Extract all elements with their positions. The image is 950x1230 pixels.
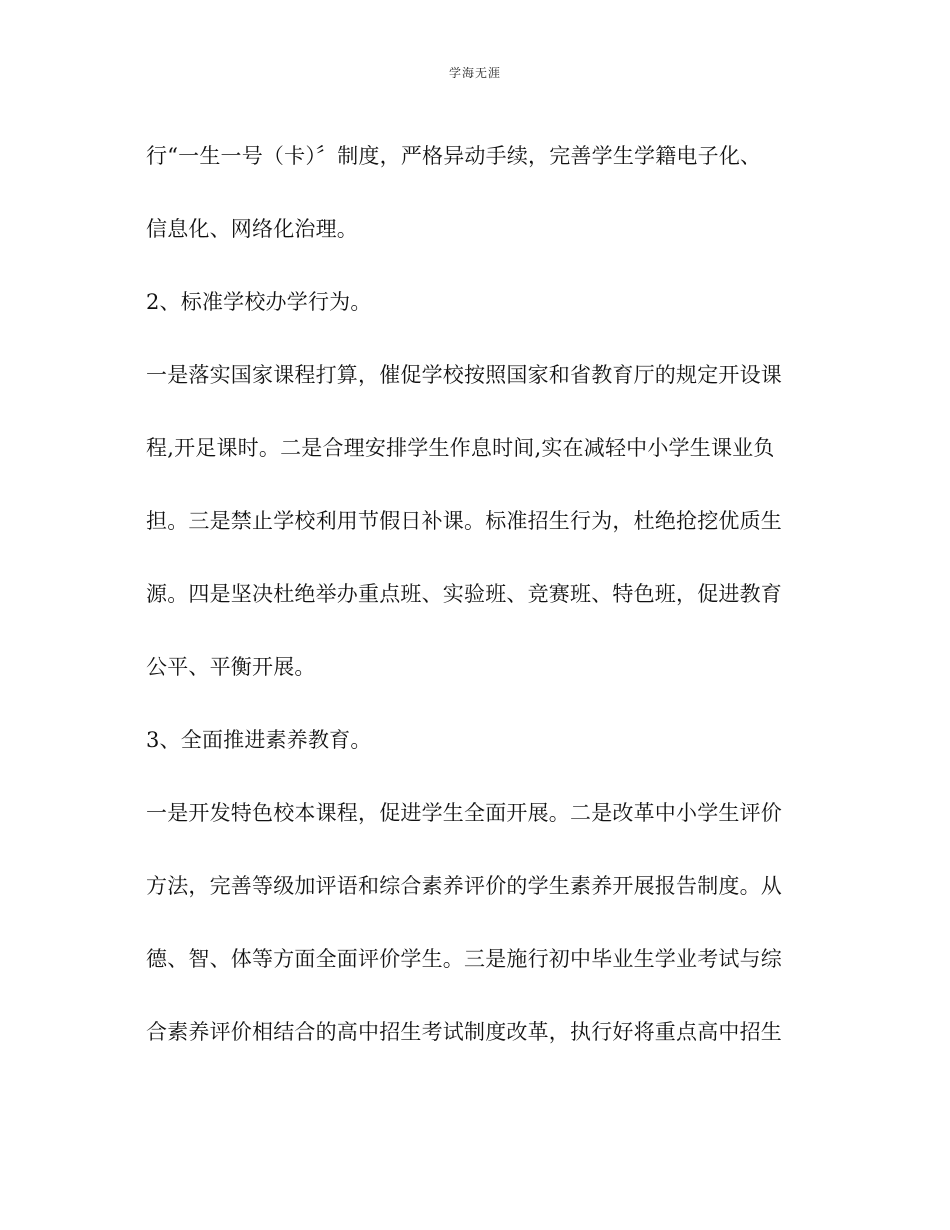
section-heading: 3、全面推进素养教育。 [146,728,372,752]
text-line: 源。四是坚决杜绝举办重点班、实验班、竞赛班、特色班，促进教育 [146,582,782,606]
section-heading: 2、标准学校办学行为。 [146,290,372,314]
page-header: 学海无涯 [448,66,501,80]
text-line: 公平、平衡开展。 [146,655,316,679]
text-line: 担。三是禁止学校利用节假日补课。标准招生行为，杜绝抢挖优质生 [146,509,782,533]
text-line: 程,开足课时。二是合理安排学生作息时间,实在减轻中小学生课业负 [146,436,775,460]
text-line: 一是开发特色校本课程，促进学生全面开展。二是改革中小学生评价 [146,801,782,825]
text-line: 德、智、体等方面全面评价学生。三是施行初中毕业生学业考试与综 [146,947,782,971]
text-line: 信息化、网络化治理。 [146,217,358,241]
text-line: 合素养评价相结合的高中招生考试制度改革，执行好将重点高中招生 [146,1020,782,1044]
text-line: 方法，完善等级加评语和综合素养评价的学生素养开展报告制度。从 [146,874,782,898]
document-body [146,136,806,1085]
text-line: 行“一生一号（卡）〞制度，严格异动手续，完善学生学籍电子化、 [146,144,762,168]
text-line: 一是落实国家课程打算，催促学校按照国家和省教育厅的规定开设课 [146,363,782,387]
